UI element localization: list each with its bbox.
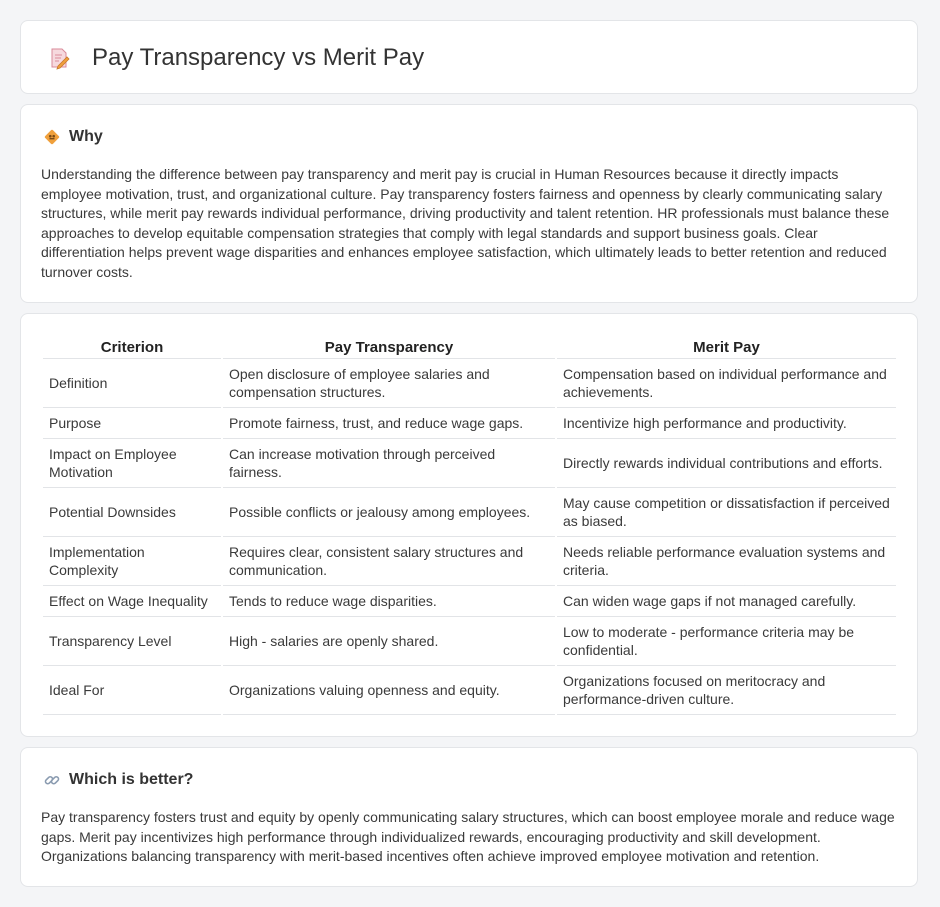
row-criterion: Potential Downsides — [43, 488, 221, 537]
table-row — [43, 537, 896, 586]
better-heading: Which is better? — [69, 771, 194, 788]
row-criterion: Impact on Employee Motivation — [43, 439, 221, 488]
better-text: Pay transparency fosters trust and equity by openly communicating salary structures, which can boost employee morale and reduce wage gaps. Merit pay incentivizes high performance through individualized rewards, encouraging productivity and skill development. Organizations balancing transparency with merit-based incentives often achieve improved employee motivation and retention. — [41, 809, 895, 864]
row-criterion: Effect on Wage Inequality — [43, 586, 221, 617]
row-merit-pay: Needs reliable performance evaluation systems and criteria. — [557, 537, 896, 586]
table-row — [43, 617, 896, 666]
header-pay-transparency: Pay Transparency — [223, 336, 555, 359]
row-merit-pay: Directly rewards individual contributions and efforts. — [557, 439, 896, 488]
diamond-sign-icon — [43, 128, 61, 146]
row-merit-pay: May cause competition or dissatisfaction if perceived as biased. — [557, 488, 896, 537]
why-section — [20, 104, 918, 303]
row-merit-pay: Organizations focused on meritocracy and performance-driven culture. — [557, 666, 896, 715]
row-merit-pay: Can widen wage gaps if not managed carefully. — [557, 586, 896, 617]
table-row — [43, 586, 896, 617]
row-pay-transparency: Requires clear, consistent salary structures and communication. — [223, 537, 555, 586]
row-pay-transparency: High - salaries are openly shared. — [223, 617, 555, 666]
row-merit-pay: Incentivize high performance and productivity. — [557, 408, 896, 439]
link-icon — [43, 771, 61, 789]
row-pay-transparency: Can increase motivation through perceived fairness. — [223, 439, 555, 488]
why-text: Understanding the difference between pay transparency and merit pay is crucial in Human Resources because it directly impacts employee motivation, trust, and organizational culture. Pay transparency fosters fairness and openness by clearly communicating salary structures, while merit pay rewards individual performance, driving productivity and talent retention. HR professionals must balance these approaches to develop equitable compensation strategies that comply with legal standards and support business goals. Clear differentiation helps prevent wage disparities and enhances employee satisfaction, which ultimately leads to better retention and reduced turnover costs. — [41, 166, 890, 280]
table-header-row — [43, 336, 896, 359]
comparison-table — [41, 336, 898, 715]
row-merit-pay: Low to moderate - performance criteria may be confidential. — [557, 617, 896, 666]
row-criterion: Purpose — [43, 408, 221, 439]
row-criterion: Definition — [43, 359, 221, 408]
row-criterion: Ideal For — [43, 666, 221, 715]
table-row — [43, 666, 896, 715]
document-pencil-icon — [47, 46, 71, 70]
row-criterion: Transparency Level — [43, 617, 221, 666]
row-criterion: Implementation Complexity — [43, 537, 221, 586]
row-pay-transparency: Possible conflicts or jealousy among employees. — [223, 488, 555, 537]
which-is-better-section — [20, 747, 918, 887]
header-criterion: Criterion — [43, 336, 221, 359]
table-row — [43, 359, 896, 408]
title-card — [20, 20, 918, 94]
comparison-section — [20, 313, 918, 737]
better-heading-row — [43, 769, 193, 791]
why-heading-row — [43, 126, 103, 148]
row-pay-transparency: Organizations valuing openness and equity. — [223, 666, 555, 715]
row-pay-transparency: Open disclosure of employee salaries and compensation structures. — [223, 359, 555, 408]
row-pay-transparency: Tends to reduce wage disparities. — [223, 586, 555, 617]
table-row — [43, 408, 896, 439]
row-pay-transparency: Promote fairness, trust, and reduce wage gaps. — [223, 408, 555, 439]
page-title: Pay Transparency vs Merit Pay — [92, 44, 425, 71]
why-heading: Why — [69, 128, 103, 145]
row-merit-pay: Compensation based on individual performance and achievements. — [557, 359, 896, 408]
table-row — [43, 488, 896, 537]
header-merit-pay: Merit Pay — [557, 336, 896, 359]
table-row — [43, 439, 896, 488]
